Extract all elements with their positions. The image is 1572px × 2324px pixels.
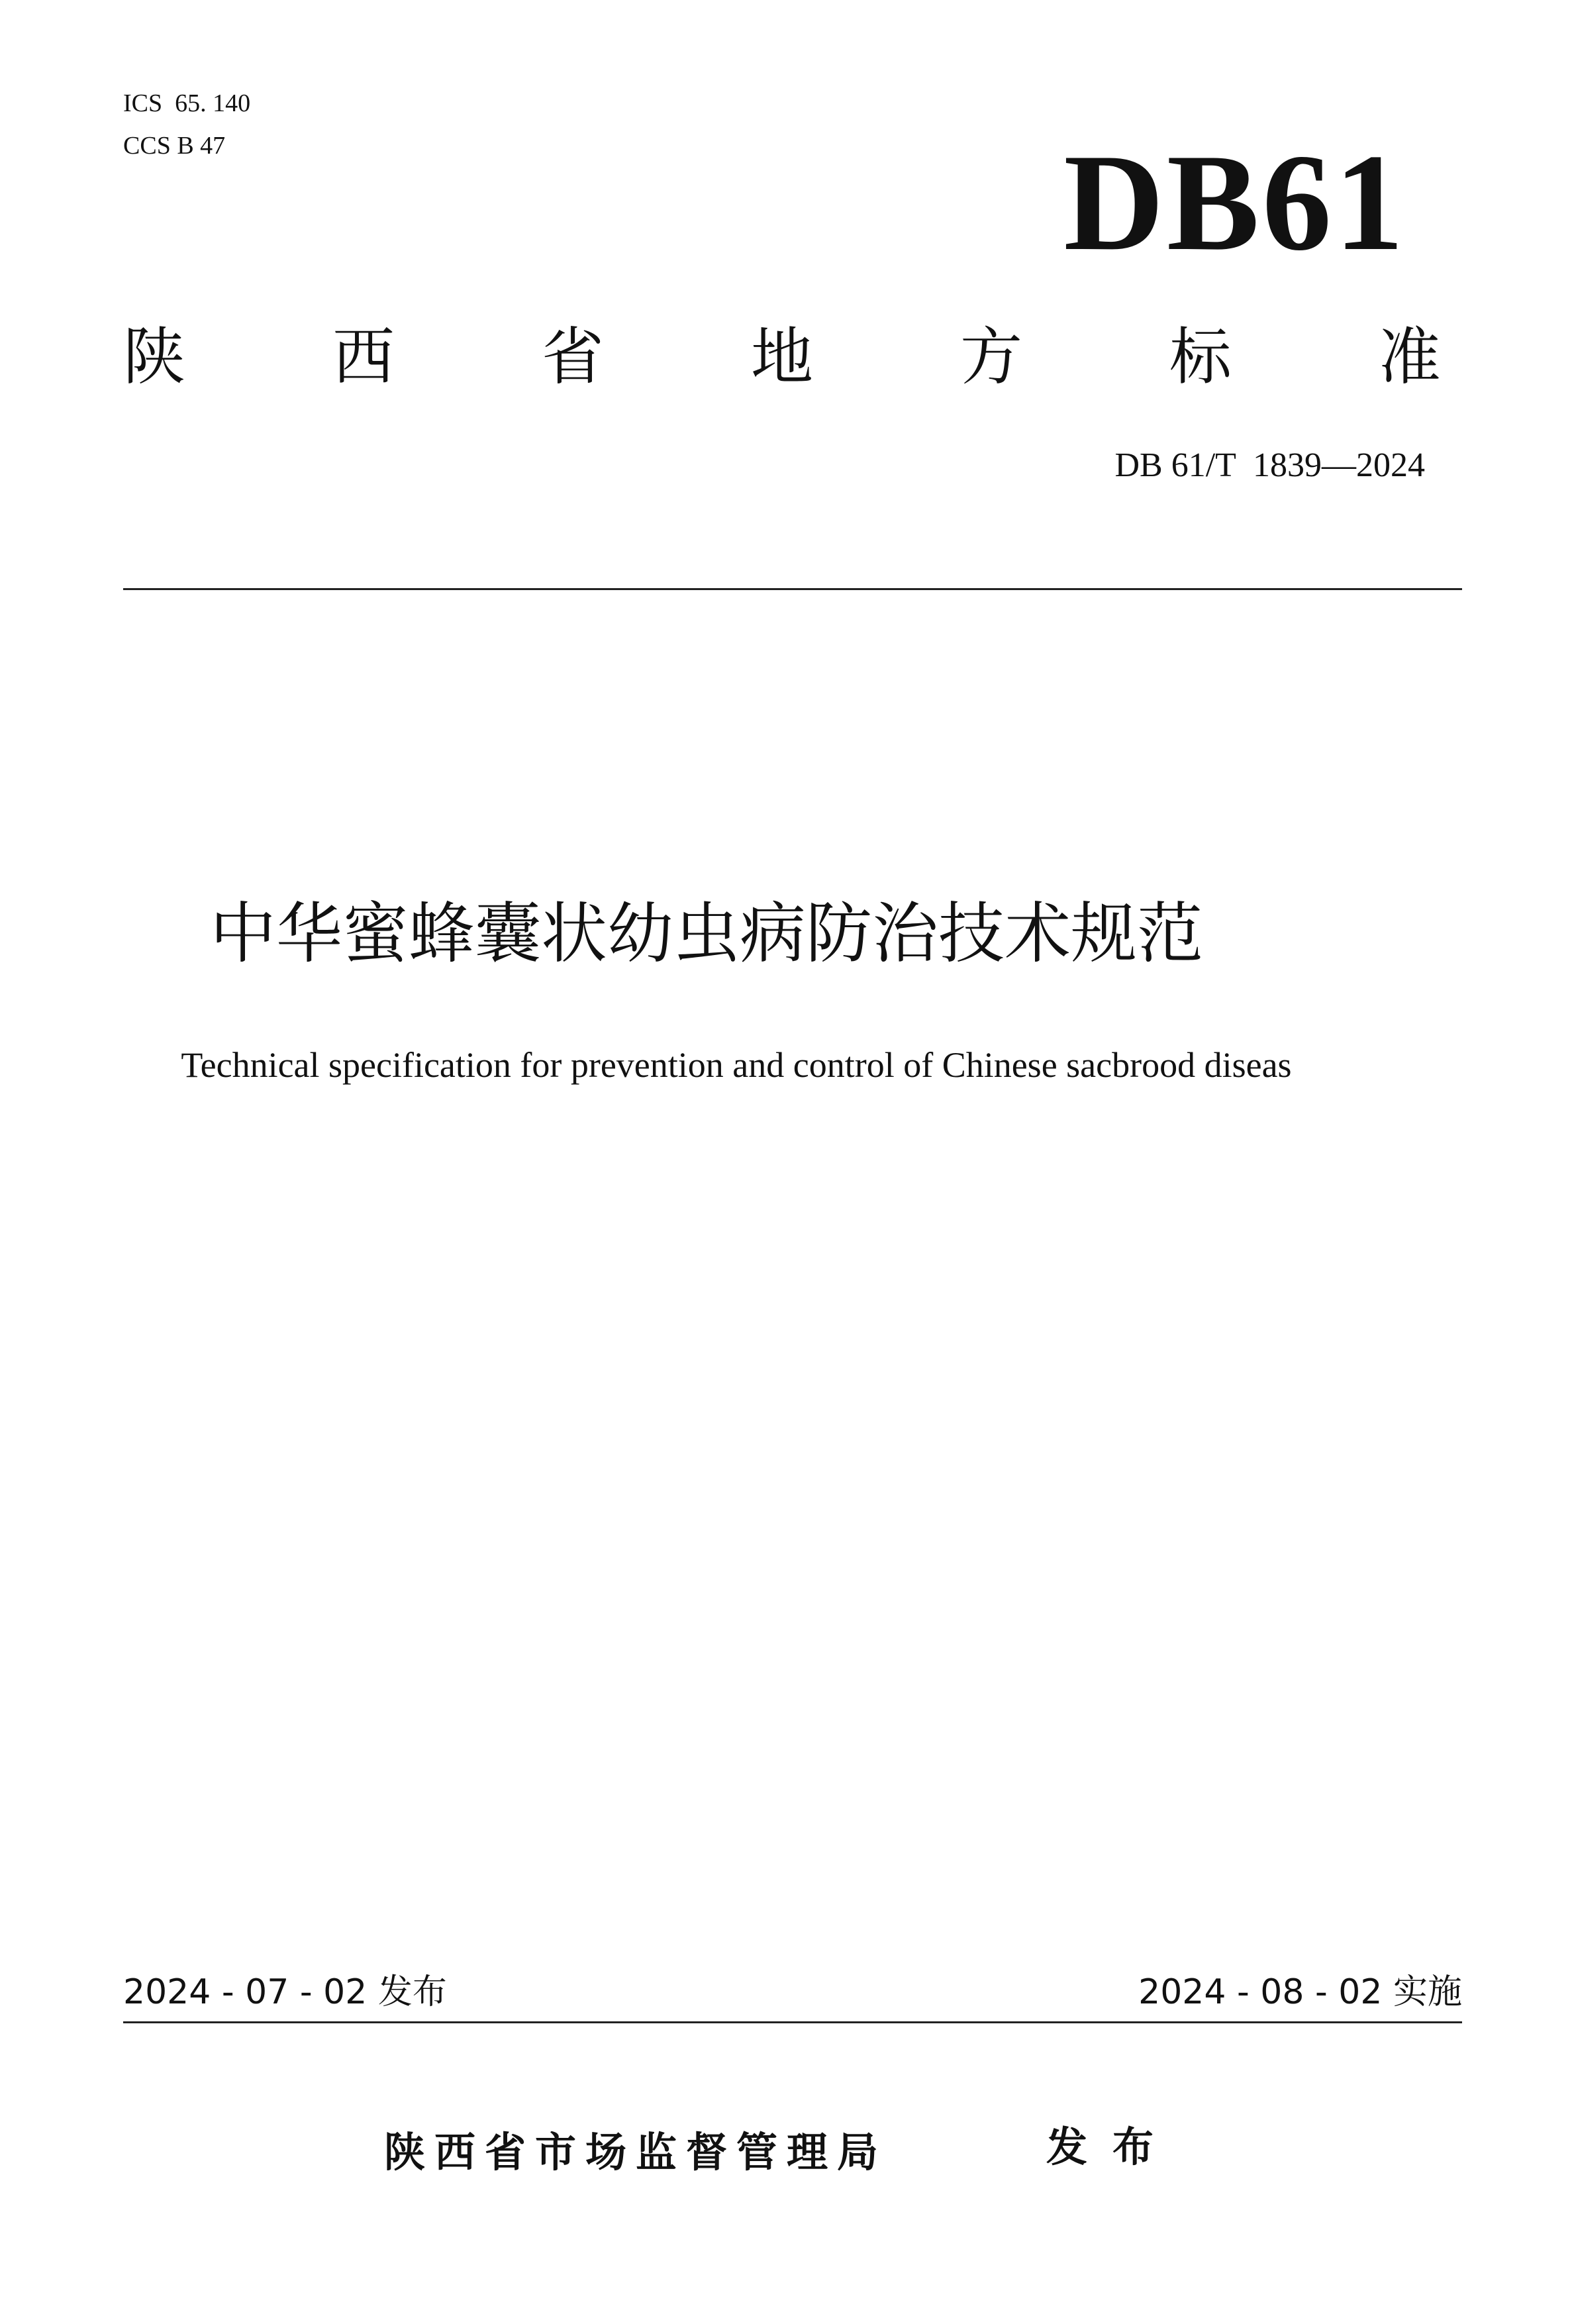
issue-date: 2024 - 07 - 02 发布 xyxy=(123,1972,447,2012)
standard-type-heading xyxy=(123,318,1441,397)
ics-code: ICS 65. 140 xyxy=(123,89,251,117)
standard-type-char: 方 xyxy=(959,321,1022,393)
db61-logo: DB61 xyxy=(1063,126,1406,279)
standard-type-char: 标 xyxy=(1169,321,1232,393)
standard-type-char: 陕 xyxy=(123,321,186,393)
standard-code: DB 61/T 1839—2024 xyxy=(1114,446,1425,484)
standard-type-char: 省 xyxy=(541,321,604,393)
classification-codes xyxy=(123,82,250,167)
standard-type-char: 地 xyxy=(750,321,813,393)
ccs-code: CCS B 47 xyxy=(123,132,226,160)
implementation-date: 2024 - 08 - 02 实施 xyxy=(1138,1972,1462,2012)
bottom-divider xyxy=(123,2021,1462,2023)
top-divider xyxy=(123,588,1462,590)
standard-type-char: 西 xyxy=(332,321,395,393)
issued-label: 发布 xyxy=(1046,2123,1179,2171)
issuing-authority: 陕西省市场监督管理局 xyxy=(384,2128,888,2176)
document-title-chinese: 中华蜜蜂囊状幼虫病防治技术规范 xyxy=(210,895,1203,972)
standard-type-char: 准 xyxy=(1378,321,1441,393)
document-title-english: Technical specification for prevention and control of Chinese sacbrood diseas xyxy=(181,1045,1292,1085)
